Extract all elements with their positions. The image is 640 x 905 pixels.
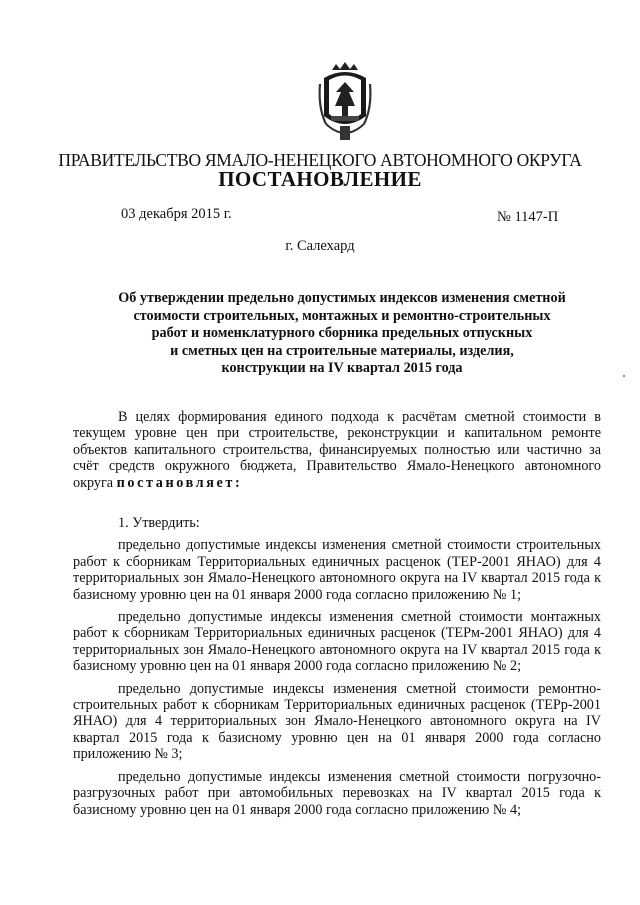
item-1-heading: 1. Утвердить:: [118, 515, 200, 531]
document-number: № 1147-П: [497, 209, 559, 225]
intro-section: [73, 409, 601, 491]
item-1-b: предельно допустимые индексы изменения сметной стоимости монтажных работ к сборникам Территориальных единичных расценок (ТЕРм-2001 ЯНАО) для 4 территориальных зон Ямало-Ненецкого автономного округа на IV квартал 2015 года к базисному уровню цен на 01 января 2000 года согласно приложению № 2;: [73, 609, 601, 675]
title-line: стоимости строительных, монтажных и ремонтно-строительных: [133, 307, 551, 324]
title-line: и сметных цен на строительные материалы, изделия,: [170, 342, 514, 359]
item-1-c: предельно допустимые индексы изменения сметной стоимости ремонтно-строительных работ к сборникам Территориальных единичных расценок (ТЕРр-2001 ЯНАО) для 4 территориальных зон Ямало-Ненецкого автономного округа на IV квартал 2015 года к базисному уровню цен на 01 января 2000 года согласно приложению № 3;: [73, 680, 601, 763]
item-1-d: предельно допустимые индексы изменения сметной стоимости погрузочно-разгрузочных работ при автомобильных перевозках на IV квартал 2015 года к базисному уровню цен на 01 января 2000 года согласно приложению № 4;: [73, 768, 601, 818]
intro-text: В целях формирования единого подхода к расчётам сметной стоимости в текущем уровне цен при строительстве, реконструкции и капитальном ремонте объектов капитального строительства, финансируемых полностью или частично за счёт средств окружного бюджета, Правительство Ямало-Ненецкого автономного округа: [73, 409, 601, 491]
title-line: работ и номенклатурного сборника предельных отпускных: [151, 325, 533, 342]
title-line: конструкции на IV квартал 2015 года: [221, 360, 463, 377]
document-date: 03 декабря 2015 г.: [121, 206, 232, 222]
document-title: [92, 290, 592, 378]
item-1-a: предельно допустимые индексы изменения сметной стоимости строительных работ к сборникам Территориальных единичных расценок (ТЕР-2001 ЯНАО) для 4 территориальных зон Ямало-Ненецкого автономного округа на IV квартал 2015 года к базисному уровню цен на 01 января 2000 года согласно приложению № 1;: [73, 537, 601, 603]
title-line: Об утверждении предельно допустимых индексов изменения сметной: [118, 290, 566, 306]
intro-paragraph: [73, 409, 601, 491]
scan-speck: [623, 375, 625, 377]
coat-of-arms-icon: [318, 62, 372, 146]
document-type: ПОСТАНОВЛЕНИЕ: [218, 167, 422, 191]
item-1-section: [73, 515, 601, 818]
government-name: ПРАВИТЕЛЬСТВО ЯМАЛО-НЕНЕЦКОГО АВТОНОМНОГО ОКРУГА: [58, 150, 582, 170]
document-city: г. Салехард: [285, 238, 355, 254]
intro-action: постановляет:: [116, 474, 243, 491]
